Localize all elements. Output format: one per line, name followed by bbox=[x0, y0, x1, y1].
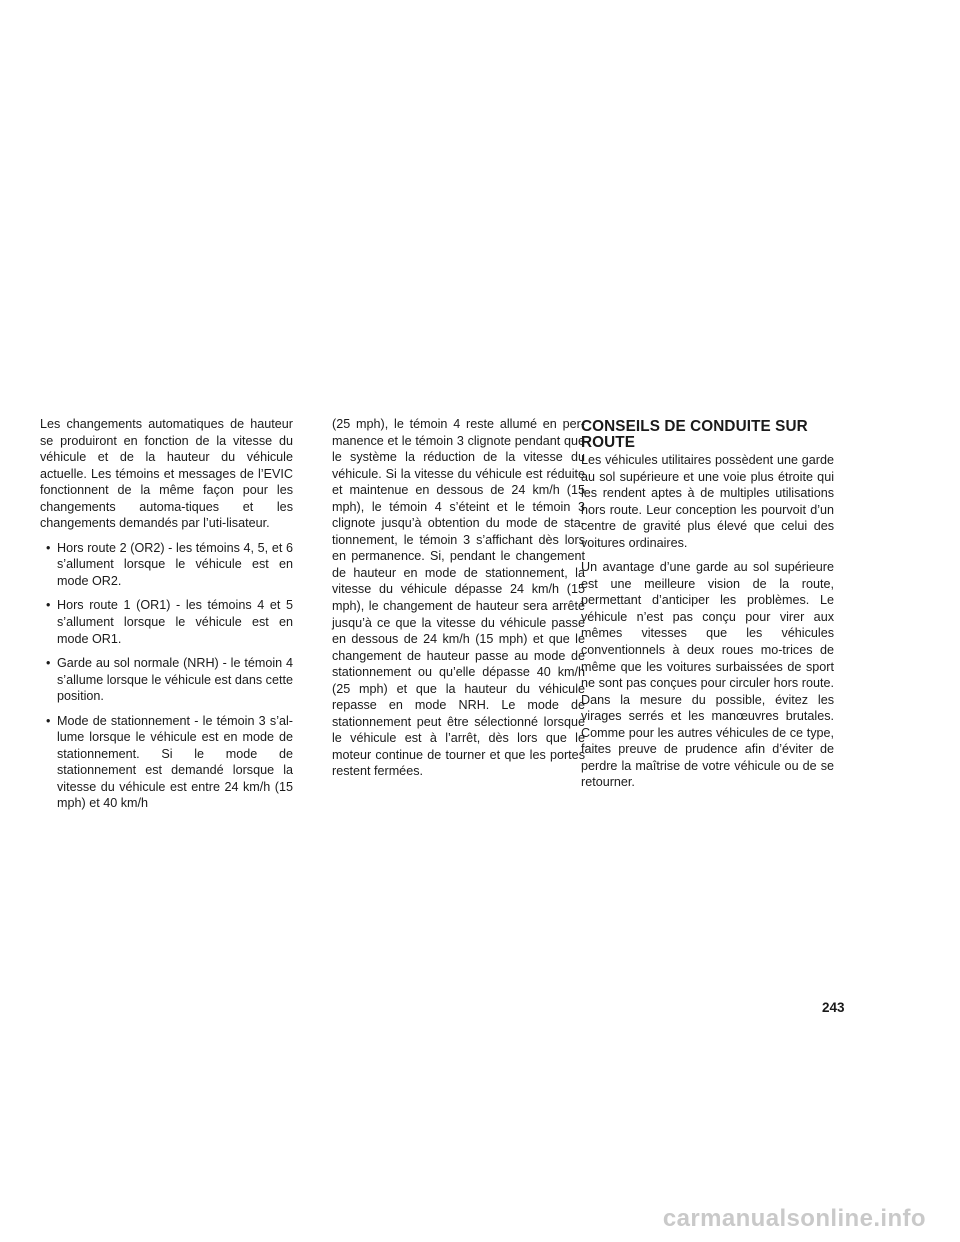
bullet-dot: • bbox=[46, 713, 51, 728]
bullet-item-nrh bbox=[40, 655, 293, 705]
bullet-dot: • bbox=[46, 598, 51, 613]
body-paragraph: Les véhicules utilitaires possèdent une garde au sol supérieure et une voie plus étroite qui les rendent aptes à de multiples utilisations hors route. Leur conception les pourvoit d’un centre de gravité plus élevé que celui des voitures ordinaires. bbox=[581, 453, 834, 550]
middle-column bbox=[332, 416, 585, 788]
bullet-item-parking bbox=[40, 713, 293, 812]
bullet-dot: • bbox=[46, 656, 51, 671]
bullet-dot: • bbox=[46, 540, 51, 555]
section-heading: CONSEILS DE CONDUITE SUR ROUTE bbox=[581, 418, 808, 451]
bullet-item-or2 bbox=[40, 540, 293, 590]
right-column bbox=[581, 416, 834, 799]
continuation-paragraph: (25 mph), le témoin 4 reste allumé en per-manence et le témoin 3 clignote pendant que le système la réduction de la vitesse du véhicule. Si la vitesse du véhicule est réduite et maintenue en dessous de 24 km/h (15 mph), le témoin 4 s’éteint et le témoin 3 clignote jusqu’à obtention du mode de sta-tionnement, le témoin 3 s’affichant dès lors en permanence. Si, pendant le changement de hauteur en mode de stationnement, la vitesse du véhicule dépasse 24 km/h (15 mph), le changement de hauteur sera arrêté jusqu’à ce que la vitesse du véhicule passe en dessous de 24 km/h (15 mph) et que le changement de hauteur passe au mode de stationnement ou qu’elle dépasse 40 km/h (25 mph) et que la hauteur du véhicule repasse en mode NRH. Le mode de stationnement peut être sélectionné lorsque le véhicule est à l’arrêt, dès lors que le moteur continue de tourner et que les portes restent fermées. bbox=[332, 417, 585, 779]
page-number: 243 bbox=[822, 1000, 845, 1015]
bullet-text: Mode de stationnement - le témoin 3 s’al-lume lorsque le véhicule est en mode de stationnement. Si le mode de stationnement est demandé lorsque la vitesse du véhicule est entre 24 km/h (15 mph) et 40 km/h bbox=[57, 713, 293, 811]
bullet-item-or1 bbox=[40, 597, 293, 647]
bullet-text: Garde au sol normale (NRH) - le témoin 4 s’allume lorsque le véhicule est dans cette position. bbox=[57, 656, 293, 704]
intro-paragraph: Les changements automatiques de hauteur se produiront en fonction de la vitesse du véhicule et de la hauteur du véhicule actuelle. Les témoins et messages de l’EVIC fonctionnent de la même façon pour les changements automa-tiques et les changements demandés par l’uti-lisateur. bbox=[40, 417, 293, 531]
body-paragraph: Un avantage d’une garde au sol supérieure est une meilleure vision de la route, permettant d’anticiper les problèmes. Le véhicule n’est pas conçu pour virer aux mêmes vitesses que les véhicules conventionnels à deux roues mo-trices de même que les voitures surbaissées de sport ne sont pas conçues pour circuler hors route. Dans la mesure du possible, évitez les virages serrés et les manœuvres brutales. Comme pour les autres véhicules de ce type, faites preuve de prudence afin d’éviter de perdre la maîtrise de votre véhicule ou de se retourner. bbox=[581, 560, 834, 790]
left-column bbox=[40, 416, 293, 820]
bullet-text: Hors route 2 (OR2) - les témoins 4, 5, et 6 s’allument lorsque le véhicule est en mode OR2. bbox=[57, 540, 293, 588]
bullet-text: Hors route 1 (OR1) - les témoins 4 et 5 s’allument lorsque le véhicule est en mode OR1. bbox=[57, 598, 293, 646]
watermark: carmanualsonline.info bbox=[662, 1205, 926, 1232]
